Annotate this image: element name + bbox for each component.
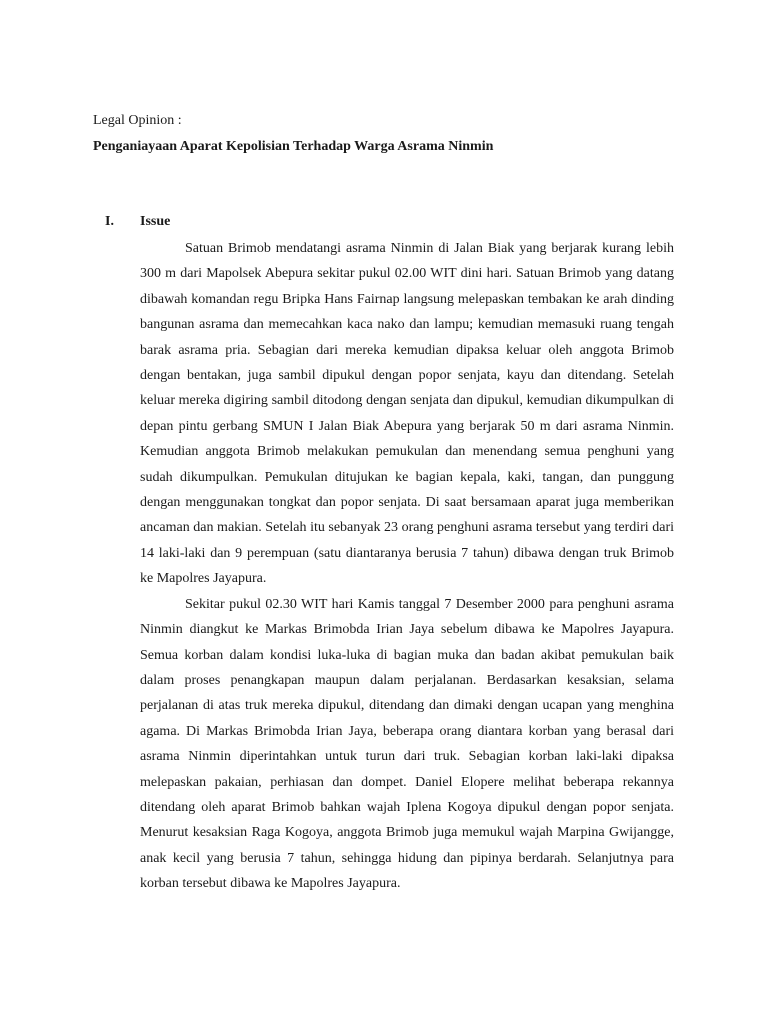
document-label: Legal Opinion : xyxy=(93,113,182,128)
section-heading xyxy=(105,213,665,231)
section-title: Issue xyxy=(140,214,171,229)
section-body xyxy=(140,236,674,897)
paragraph: Sekitar pukul 02.30 WIT hari Kamis tanggal 7 Desember 2000 para penghuni asrama Ninmin diangkut ke Markas Brimobda Irian Jaya sebelum dibawa ke Mapolres Jayapura. Semua korban dalam kondisi luka-luka di bagian muka dan badan akibat pemukulan baik dalam proses penangkapan maupun dalam perjalanan. Berdasarkan kesaksian, selama perjalanan di atas truk mereka dipukul, ditendang dan dimaki dengan ucapan yang menghina agama. Di Markas Brimobda Irian Jaya, beberapa orang diantara korban yang berasal dari asrama Ninmin diperintahkan untuk turun dari truk. Sebagian korban laki-laki dipaksa melepaskan pakaian, perhiasan dan dompet. Daniel Elopere melihat beberapa rekannya ditendang oleh aparat Brimob bahkan wajah Iplena Kogoya dipukul dengan popor senjata. Menurut kesaksian Raga Kogoya, anggota Brimob juga memukul wajah Marpina Gwijangge, anak kecil yang berusia 7 tahun, sehingga hidung dan pipinya berdarah. Selanjutnya para korban tersebut dibawa ke Mapolres Jayapura. xyxy=(140,596,674,892)
document-title: Penganiayaan Aparat Kepolisian Terhadap Warga Asrama Ninmin xyxy=(93,139,494,154)
section-number: I. xyxy=(105,214,114,229)
paragraph: Satuan Brimob mendatangi asrama Ninmin di Jalan Biak yang berjarak kurang lebih 300 m dari Mapolsek Abepura sekitar pukul 02.00 WIT dini hari. Satuan Brimob yang datang dibawah komandan regu Bripka Hans Fairnap langsung melepaskan tembakan ke arah dinding bangunan asrama dan memecahkan kaca nako dan lampu; kemudian memasuki ruang tengah barak asrama pria. Sebagian dari mereka kemudian dipaksa keluar oleh anggota Brimob dengan bentakan, juga sambil dipukul dengan popor senjata, kayu dan ditendang. Setelah keluar mereka digiring sambil ditodong dengan senjata dan dipukul, kemudian dikumpulkan di depan pintu gerbang SMUN I Jalan Biak Abepura yang berjarak 50 m dari asrama Ninmin. Kemudian anggota Brimob melakukan pemukulan dan menendang semua penghuni yang sudah dikumpulkan. Pemukulan ditujukan ke bagian kepala, kaki, tangan, dan punggung dengan menggunakan tongkat dan popor senjata. Di saat bersamaan aparat juga memberikan ancaman dan makian. Setelah itu sebanyak 23 orang penghuni asrama tersebut yang terdiri dari 14 laki-laki dan 9 perempuan (satu diantaranya berusia 7 tahun) dibawa dengan truk Brimob ke Mapolres Jayapura. xyxy=(140,241,674,587)
